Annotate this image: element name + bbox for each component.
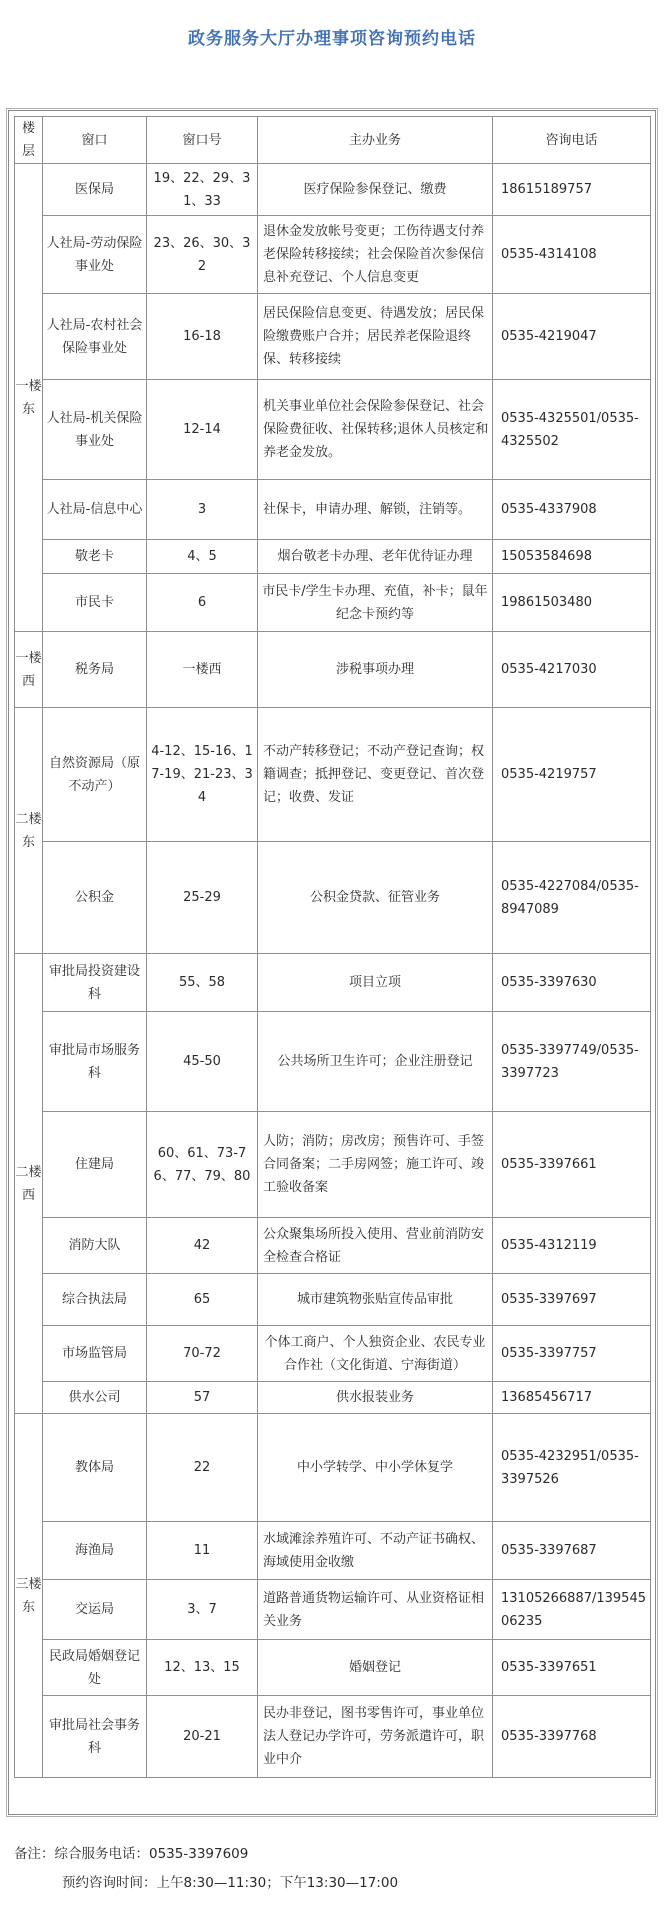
window-number-cell: 6 <box>147 574 258 632</box>
window-number-cell: 3、7 <box>147 1580 258 1640</box>
window-number-cell: 22 <box>147 1414 258 1522</box>
header-phone: 咨询电话 <box>493 117 651 164</box>
window-cell: 市场监管局 <box>43 1326 147 1382</box>
table-row <box>15 1696 651 1778</box>
window-number-cell: 42 <box>147 1218 258 1274</box>
service-cell: 民办非登记，图书零售许可，事业单位法人登记办学许可，劳务派遣许可，职业中介 <box>258 1696 493 1778</box>
service-cell: 供水报装业务 <box>258 1382 493 1414</box>
service-cell: 公众聚集场所投入使用、营业前消防安全检查合格证 <box>258 1218 493 1274</box>
window-cell: 人社局-劳动保险事业处 <box>43 216 147 294</box>
window-cell: 综合执法局 <box>43 1274 147 1326</box>
service-cell: 公共场所卫生许可；企业注册登记 <box>258 1012 493 1112</box>
window-cell: 人社局-农村社会保险事业处 <box>43 294 147 380</box>
table-row <box>15 1414 651 1522</box>
table-row <box>15 1274 651 1326</box>
service-cell: 道路普通货物运输许可、从业资格证相关业务 <box>258 1580 493 1640</box>
window-cell: 审批局社会事务科 <box>43 1696 147 1778</box>
window-cell: 海渔局 <box>43 1522 147 1580</box>
table-header-row <box>15 117 651 164</box>
table-row <box>15 1382 651 1414</box>
table-row <box>15 1012 651 1112</box>
window-number-cell: 12、13、15 <box>147 1640 258 1696</box>
header-window-number: 窗口号 <box>147 117 258 164</box>
window-cell: 自然资源局（原不动产） <box>43 708 147 842</box>
window-number-cell: 60、61、73-76、77、79、80 <box>147 1112 258 1218</box>
phone-cell: 0535-4219757 <box>493 708 651 842</box>
window-number-cell: 55、58 <box>147 954 258 1012</box>
window-cell: 民政局婚姻登记处 <box>43 1640 147 1696</box>
table-row <box>15 574 651 632</box>
phone-cell: 0535-3397757 <box>493 1326 651 1382</box>
service-cell: 婚姻登记 <box>258 1640 493 1696</box>
phone-cell: 13685456717 <box>493 1382 651 1414</box>
service-cell: 退休金发放帐号变更；工伤待遇支付养老保险转移接续；社会保险首次参保信息补充登记、个人信息变更 <box>258 216 493 294</box>
window-cell: 公积金 <box>43 842 147 954</box>
phone-cell: 0535-4217030 <box>493 632 651 708</box>
page-title: 政务服务大厅办理事项咨询预约电话 <box>188 29 476 49</box>
window-cell: 教体局 <box>43 1414 147 1522</box>
service-cell: 项目立项 <box>258 954 493 1012</box>
window-cell: 审批局市场服务科 <box>43 1012 147 1112</box>
phone-cell: 15053584698 <box>493 540 651 574</box>
phone-cell: 0535-4219047 <box>493 294 651 380</box>
window-cell: 人社局-信息中心 <box>43 480 147 540</box>
window-number-cell: 16-18 <box>147 294 258 380</box>
window-number-cell: 一楼西 <box>147 632 258 708</box>
phone-cell: 0535-3397697 <box>493 1274 651 1326</box>
phone-cell: 19861503480 <box>493 574 651 632</box>
service-cell: 城市建筑物张贴宣传品审批 <box>258 1274 493 1326</box>
floor-cell: 一楼西 <box>15 632 43 708</box>
window-number-cell: 4、5 <box>147 540 258 574</box>
table-row <box>15 632 651 708</box>
window-cell: 税务局 <box>43 632 147 708</box>
phone-cell: 0535-4314108 <box>493 216 651 294</box>
table-row <box>15 954 651 1012</box>
service-cell: 人防；消防；房改房；预售许可、手签合同备案；二手房网签；施工许可、竣工验收备案 <box>258 1112 493 1218</box>
consultation-table <box>14 116 651 1778</box>
window-number-cell: 23、26、30、32 <box>147 216 258 294</box>
window-cell: 供水公司 <box>43 1382 147 1414</box>
table-row <box>15 1640 651 1696</box>
window-number-cell: 12-14 <box>147 380 258 480</box>
window-cell: 消防大队 <box>43 1218 147 1274</box>
phone-cell: 0535-4312119 <box>493 1218 651 1274</box>
phone-cell: 0535-3397661 <box>493 1112 651 1218</box>
window-cell: 市民卡 <box>43 574 147 632</box>
notes-consult-hours: 预约咨询时间：上午8:30—11:30；下午13:30—17:00 <box>62 1875 399 1891</box>
phone-cell: 0535-3397768 <box>493 1696 651 1778</box>
service-cell: 不动产转移登记；不动产登记查询；权籍调查；抵押登记、变更登记、首次登记；收费、发证 <box>258 708 493 842</box>
table-row <box>15 480 651 540</box>
window-cell: 交运局 <box>43 1580 147 1640</box>
window-number-cell: 57 <box>147 1382 258 1414</box>
notes <box>14 1840 654 1898</box>
phone-cell: 0535-4232951/0535-3397526 <box>493 1414 651 1522</box>
table-row <box>15 1522 651 1580</box>
service-cell: 机关事业单位社会保险参保登记、社会保险费征收、社保转移;退休人员核定和养老金发放。 <box>258 380 493 480</box>
floor-cell: 一楼东 <box>15 164 43 632</box>
window-number-cell: 20-21 <box>147 1696 258 1778</box>
service-cell: 涉税事项办理 <box>258 632 493 708</box>
table-row <box>15 1326 651 1382</box>
window-number-cell: 70-72 <box>147 1326 258 1382</box>
phone-cell: 0535-3397651 <box>493 1640 651 1696</box>
table-row <box>15 294 651 380</box>
service-cell: 个体工商户、个人独资企业、农民专业合作社（文化街道、宁海街道） <box>258 1326 493 1382</box>
phone-cell: 13105266887/13954506235 <box>493 1580 651 1640</box>
table-row <box>15 380 651 480</box>
service-cell: 市民卡/学生卡办理、充值，补卡；鼠年纪念卡预约等 <box>258 574 493 632</box>
window-cell: 人社局-机关保险事业处 <box>43 380 147 480</box>
table-row <box>15 1112 651 1218</box>
header-window: 窗口 <box>43 117 147 164</box>
table-row <box>15 842 651 954</box>
table-row <box>15 1218 651 1274</box>
window-number-cell: 11 <box>147 1522 258 1580</box>
window-cell: 医保局 <box>43 164 147 216</box>
service-cell: 烟台敬老卡办理、老年优待证办理 <box>258 540 493 574</box>
floor-cell: 二楼东 <box>15 708 43 954</box>
service-cell: 公积金贷款、征管业务 <box>258 842 493 954</box>
window-number-cell: 45-50 <box>147 1012 258 1112</box>
window-cell: 敬老卡 <box>43 540 147 574</box>
phone-cell: 0535-3397749/0535-3397723 <box>493 1012 651 1112</box>
header-service: 主办业务 <box>258 117 493 164</box>
service-cell: 社保卡，申请办理、解锁，注销等。 <box>258 480 493 540</box>
window-number-cell: 25-29 <box>147 842 258 954</box>
phone-cell: 18615189757 <box>493 164 651 216</box>
window-number-cell: 65 <box>147 1274 258 1326</box>
window-number-cell: 4-12、15-16、17-19、21-23、34 <box>147 708 258 842</box>
service-cell: 居民保险信息变更、待遇发放；居民保险缴费账户合并；居民养老保险退终保、转移接续 <box>258 294 493 380</box>
table-row <box>15 540 651 574</box>
phone-cell: 0535-4337908 <box>493 480 651 540</box>
header-floor: 楼层 <box>15 117 43 164</box>
table-row <box>15 164 651 216</box>
phone-cell: 0535-4325501/0535-4325502 <box>493 380 651 480</box>
service-cell: 中小学转学、中小学休复学 <box>258 1414 493 1522</box>
table-row <box>15 708 651 842</box>
phone-cell: 0535-4227084/0535-8947089 <box>493 842 651 954</box>
table-row <box>15 216 651 294</box>
notes-service-phone: 备注：综合服务电话：0535-3397609 <box>14 1846 249 1862</box>
floor-cell: 三楼东 <box>15 1414 43 1778</box>
phone-cell: 0535-3397687 <box>493 1522 651 1580</box>
window-number-cell: 3 <box>147 480 258 540</box>
service-cell: 医疗保险参保登记、缴费 <box>258 164 493 216</box>
window-number-cell: 19、22、29、31、33 <box>147 164 258 216</box>
phone-cell: 0535-3397630 <box>493 954 651 1012</box>
window-cell: 审批局投资建设科 <box>43 954 147 1012</box>
service-cell: 水域滩涂养殖许可、不动产证书确权、海域使用金收缴 <box>258 1522 493 1580</box>
floor-cell: 二楼西 <box>15 954 43 1414</box>
table-row <box>15 1580 651 1640</box>
window-cell: 住建局 <box>43 1112 147 1218</box>
